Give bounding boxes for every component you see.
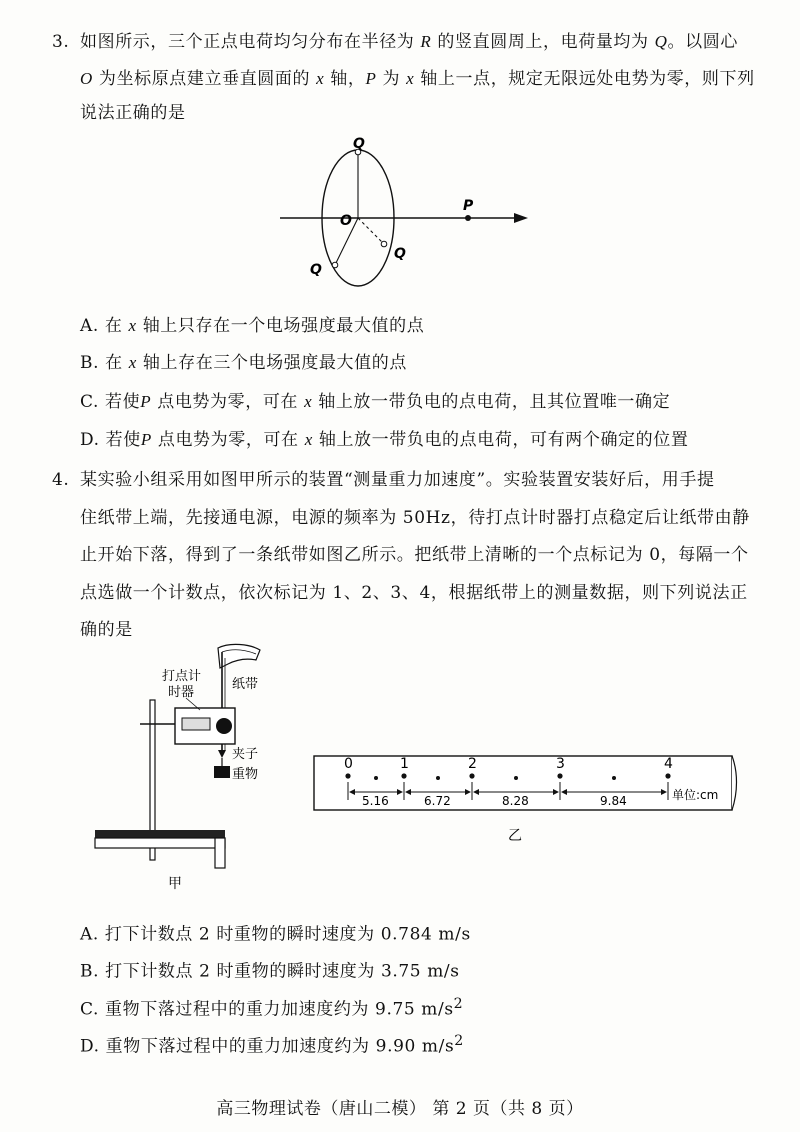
count-point-label: 1 bbox=[400, 756, 409, 772]
label-timer-1: 打点计 bbox=[162, 669, 202, 684]
count-point-2 bbox=[469, 773, 474, 778]
hand-icon bbox=[218, 644, 260, 668]
q3-option-c[interactable] bbox=[80, 390, 670, 414]
option-letter: A. bbox=[80, 924, 99, 945]
q3-option-a[interactable] bbox=[80, 314, 424, 338]
q4-line-4: 点选做一个计数点，依次标记为 1、2、3、4，根据纸带上的测量数据，则下列说法正 bbox=[80, 583, 748, 603]
q4-text: 某实验小组采用如图甲所示的装置“测量重力加速度”。实验装置安装好后，用手提 bbox=[80, 470, 715, 490]
q4-option-b[interactable] bbox=[80, 954, 460, 984]
label-O: O bbox=[340, 213, 352, 229]
var-P: P bbox=[365, 69, 377, 88]
count-point-label: 2 bbox=[468, 756, 477, 772]
x-axis-arrow-icon bbox=[514, 213, 528, 223]
q3-text: 轴， bbox=[330, 69, 366, 89]
var-P: P bbox=[140, 430, 152, 449]
charge-right bbox=[381, 241, 387, 247]
var-x: x bbox=[316, 69, 325, 88]
option-letter: D. bbox=[80, 1036, 100, 1057]
var-R: R bbox=[420, 32, 432, 51]
caption-yi: 乙 bbox=[508, 828, 522, 844]
count-point-label: 4 bbox=[664, 756, 673, 772]
charge-left bbox=[332, 262, 338, 268]
table-top bbox=[95, 830, 225, 838]
count-point-4 bbox=[665, 773, 670, 778]
q4-number: 4. bbox=[52, 470, 70, 490]
option-text: 轴上存在三个电场强度最大值的点 bbox=[142, 353, 407, 373]
q3-text: 如图所示，三个正点电荷均匀分布在半径为 bbox=[80, 32, 415, 52]
q4-option-d[interactable] bbox=[80, 1029, 464, 1059]
q3-text: 为坐标原点建立垂直圆面的 bbox=[98, 69, 311, 89]
q3-text: 为 bbox=[382, 69, 401, 89]
count-point-1 bbox=[401, 773, 406, 778]
q3-line-3: 说法正确的是 bbox=[80, 103, 186, 123]
label-clip: 夹子 bbox=[232, 747, 259, 762]
q4-line-1 bbox=[52, 468, 715, 492]
fig-yi-tape bbox=[310, 752, 750, 852]
option-text: 点电势为零，可在 bbox=[157, 392, 299, 412]
option-letter: B. bbox=[80, 961, 100, 982]
q3-text: 的竖直圆周上，电荷量均为 bbox=[437, 32, 649, 52]
label-P: P bbox=[463, 198, 474, 214]
caption-jia: 甲 bbox=[168, 876, 182, 892]
intermediate-dot bbox=[374, 776, 378, 780]
option-letter: C. bbox=[80, 999, 100, 1020]
option-text: 若使 bbox=[105, 392, 141, 412]
var-x: x bbox=[304, 430, 313, 449]
option-text: 若使 bbox=[105, 430, 141, 450]
option-text: 轴上只存在一个电场强度最大值的点 bbox=[142, 316, 425, 336]
option-text: 打下计数点 2 时重物的瞬时速度为 3.75 m/s bbox=[105, 961, 460, 982]
label-tape: 纸带 bbox=[232, 677, 259, 692]
label-Q-left: Q bbox=[310, 262, 322, 278]
count-point-label: 3 bbox=[556, 756, 565, 772]
intermediate-dot bbox=[612, 776, 616, 780]
var-O: O bbox=[80, 69, 93, 88]
option-letter: D. bbox=[80, 430, 100, 450]
q4-option-a[interactable] bbox=[80, 917, 471, 947]
q3-line-1 bbox=[52, 30, 738, 54]
option-text: 打下计数点 2 时重物的瞬时速度为 0.784 m/s bbox=[104, 924, 471, 945]
unit-label: 单位:cm bbox=[672, 788, 719, 802]
option-text: 轴上放一带负电的点电荷，可有两个确定的位置 bbox=[318, 430, 689, 450]
option-text: 在 bbox=[105, 353, 123, 373]
var-Q: Q bbox=[654, 32, 668, 51]
count-point-label: 0 bbox=[344, 756, 353, 772]
option-text: 重物下落过程中的重力加速度约为 9.75 m/s bbox=[105, 999, 454, 1020]
var-x: x bbox=[304, 392, 313, 411]
distance-label: 8.28 bbox=[502, 794, 529, 808]
q4-option-c[interactable] bbox=[80, 992, 463, 1022]
fig-jia-apparatus bbox=[90, 638, 290, 898]
intermediate-dot bbox=[436, 776, 440, 780]
option-letter: A. bbox=[80, 316, 99, 336]
option-text: 重物下落过程中的重力加速度约为 9.90 m/s bbox=[105, 1036, 455, 1057]
count-point-0 bbox=[345, 773, 350, 778]
option-text: 在 bbox=[104, 316, 123, 336]
option-letter: B. bbox=[80, 353, 100, 373]
q3-line-2 bbox=[80, 67, 755, 91]
q3-option-b[interactable] bbox=[80, 351, 407, 375]
q3-text: 轴上一点，规定无限远处电势为零，则下列 bbox=[420, 69, 755, 89]
label-weight: 重物 bbox=[232, 767, 259, 782]
point-P bbox=[465, 215, 471, 221]
q4-line-3: 止开始下落，得到了一条纸带如图乙所示。把纸带上清晰的一个点标记为 0，每隔一个 bbox=[80, 545, 749, 565]
label-Q-right: Q bbox=[394, 246, 406, 262]
option-sup: 2 bbox=[454, 1033, 464, 1049]
option-sup: 2 bbox=[453, 996, 464, 1012]
weight-block bbox=[214, 766, 230, 778]
q3-text: 。以圆心 bbox=[667, 32, 738, 52]
q3-option-d[interactable] bbox=[80, 428, 688, 452]
label-Q-top: Q bbox=[353, 136, 365, 152]
q3-charge-ring-figure bbox=[270, 130, 540, 290]
option-text: 轴上放一带负电的点电荷，且其位置唯一确定 bbox=[318, 392, 671, 412]
page-footer: 高三物理试卷（唐山二模） 第 2 页（共 8 页） bbox=[216, 1099, 584, 1119]
option-text: 点电势为零，可在 bbox=[157, 430, 299, 450]
count-point-3 bbox=[557, 773, 562, 778]
q4-line-5: 确的是 bbox=[80, 620, 133, 640]
q3-number: 3. bbox=[52, 32, 70, 52]
intermediate-dot bbox=[514, 776, 518, 780]
var-P: P bbox=[140, 392, 152, 411]
distance-label: 9.84 bbox=[600, 794, 627, 808]
distance-label: 6.72 bbox=[424, 794, 451, 808]
distance-label: 5.16 bbox=[362, 794, 389, 808]
option-letter: C. bbox=[80, 392, 100, 412]
var-x: x bbox=[406, 69, 415, 88]
q4-line-2: 住纸带上端，先接通电源，电源的频率为 50Hz，待打点计时器打点稳定后让纸带由静 bbox=[80, 508, 750, 528]
var-x: x bbox=[128, 316, 137, 335]
var-x: x bbox=[128, 353, 137, 372]
label-timer-2: 时器 bbox=[168, 685, 195, 700]
